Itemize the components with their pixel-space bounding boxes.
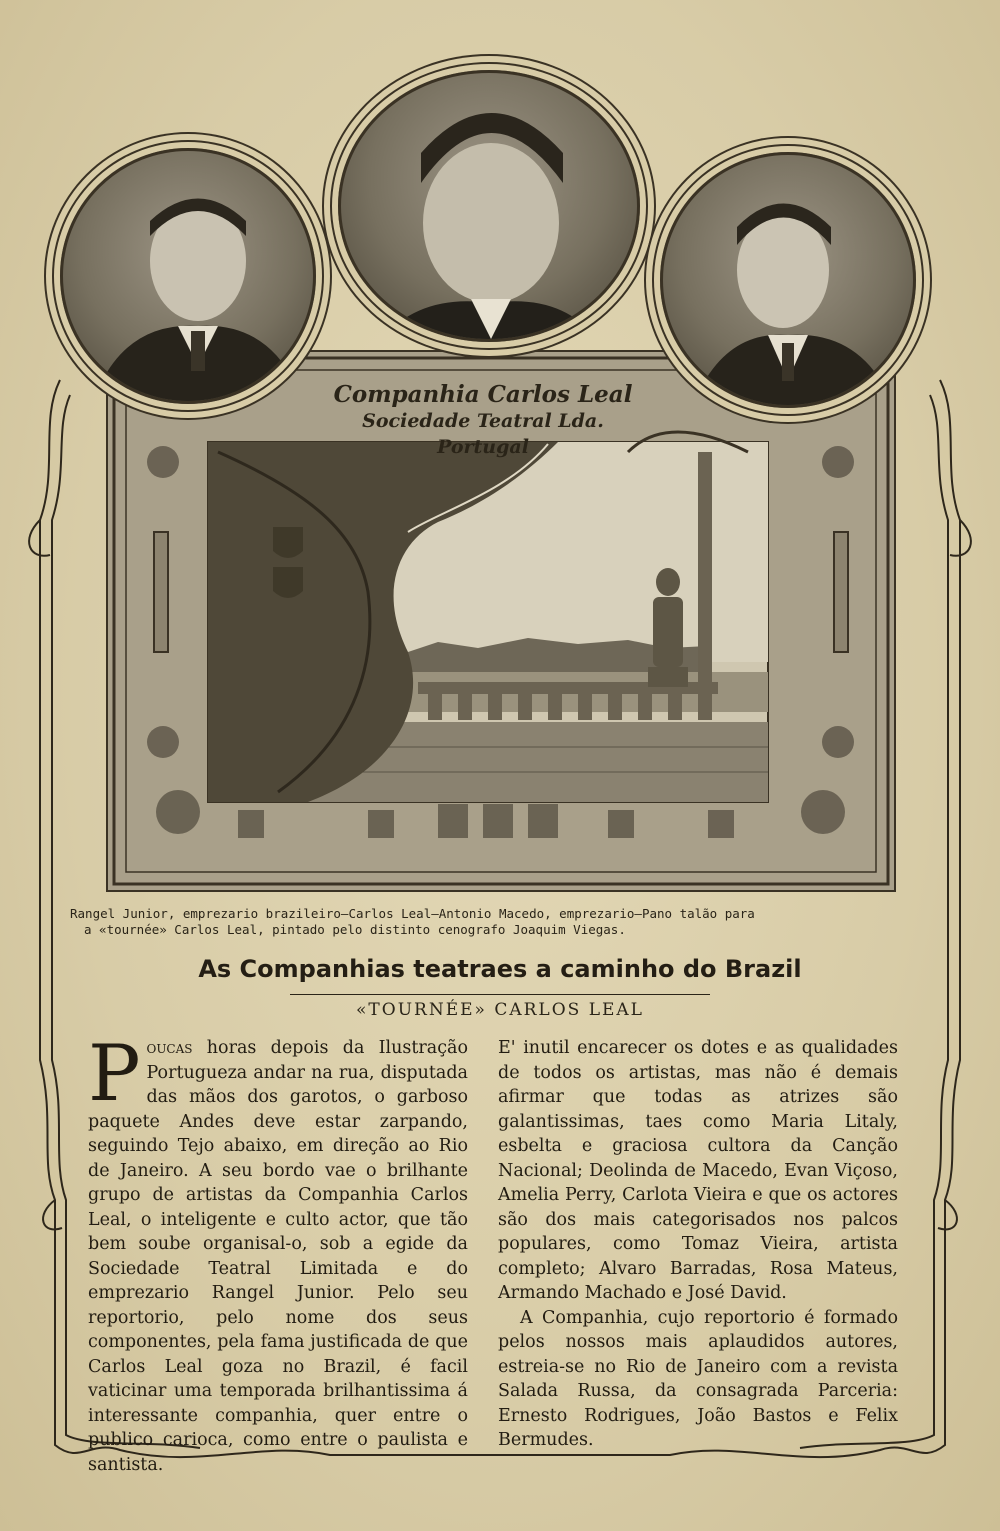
caption-line-2: a «tournée» Carlos Leal, pintado pelo distinto cenografo Joaquim Viegas. xyxy=(84,922,626,937)
portrait-rangel-junior-photo xyxy=(63,151,313,401)
banner-line-1: Companhia Carlos Leal xyxy=(333,381,633,408)
banner-line-2: Sociedade Teatral Lda. Portugal xyxy=(362,410,604,458)
article-subhead: «TOURNÉE» CARLOS LEAL xyxy=(356,1000,644,1020)
portrait-left xyxy=(60,148,316,404)
portrait-center xyxy=(338,70,640,342)
right-paragraph-2: A Companhia, cujo reportorio é formado pelos nossos mais aplaudidos autores, estreia-se no Rio de Janeiro com a revista Salada Russa, da consagrada Parceria: Ernesto Rodrigues, João Bastos e Felix Bermudes. xyxy=(498,1307,898,1450)
lead-word: oucas xyxy=(146,1038,193,1058)
article-headline: As Companhias teatraes a caminho do Brazil xyxy=(198,955,802,983)
caption-line-1: Rangel Junior, emprezario brazileiro—Carlos Leal—Antonio Macedo, emprezario—Pano talão para xyxy=(70,906,755,921)
article-column-right xyxy=(498,1036,898,1453)
photo-caption xyxy=(70,906,930,938)
article-column-left xyxy=(88,1029,468,1477)
drop-cap: P xyxy=(88,1029,141,1119)
headline-rule xyxy=(290,994,710,995)
portrait-carlos-leal-photo xyxy=(341,73,637,339)
curtain-banner xyxy=(318,381,648,458)
portrait-antonio-macedo-photo xyxy=(663,155,913,405)
right-paragraph-1: E' inutil encarecer os dotes e as qualidades de todos os artistas, mas não é demais afirmar que todas as atrizes são galantissimas, taes como Maria Litaly, esbelta e graciosa cultora da Canção Nacional; Deolinda de Macedo, Evan Viçoso, Amelia Perry, Carlota Vieira e que os actores são dos mais categorisados nos palcos populares, como Tomaz Vieira, artista completo; Alvaro Barradas, Rosa Mateus, Armando Machado e José David. xyxy=(498,1038,898,1303)
left-column-text: horas depois da Ilustração Portugueza andar na rua, disputada das mãos dos garotos, o garboso paquete Andes deve estar zarpando, seguindo Tejo abaixo, em direção ao Rio de Janeiro. A seu bordo vae o brilhante grupo de artistas da Companhia Carlos Leal, o inteligente e culto actor, que tão bem soube organisal-o, sob a egide da Sociedade Teatral Limitada e do emprezario Rangel Junior. Pelo seu reportorio, pelo nome dos seus componentes, pela fama justificada de que Carlos Leal goza no Brazil, é facil vaticinar uma temporada brilhantissima á interessante companhia, quer entre o publico carioca, como entre o paulista e santista. xyxy=(88,1038,468,1475)
portrait-right xyxy=(660,152,916,408)
